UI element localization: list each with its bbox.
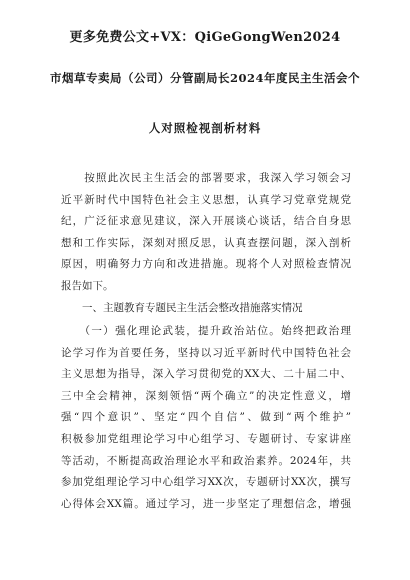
text-line: 想和工作实际，深刻对照反思，认真查摆问题，深入剖析 bbox=[61, 236, 351, 249]
text-line: 主义思想为指导，深入学习贯彻党的XX大、二十届二中、 bbox=[61, 368, 351, 381]
text-line: 等活动，不断提高政治理论水平和政治素养。2024年，共 bbox=[61, 454, 351, 467]
intro-paragraph bbox=[61, 168, 351, 319]
text-line: 三中全会精神，深刻领悟“两个确立”的决定性意义，增 bbox=[61, 389, 351, 402]
text-line: 按照此次民主生活会的部署要求，我深入学习领会习 bbox=[61, 172, 351, 184]
text-line: （一）强化理论武装，提升政治站位。始终把政治理 bbox=[61, 325, 351, 337]
text-line: 参加党组理论学习中心组学习XX次，专题研讨XX次，撰写 bbox=[61, 476, 351, 489]
text-line: 纪，广泛征求意见建议，深入开展谈心谈话，结合自身思 bbox=[61, 215, 351, 228]
text-line: 论学习作为首要任务，坚持以习近平新时代中国特色社会 bbox=[61, 346, 351, 359]
document-title-line2: 人对照检视剖析材料 bbox=[148, 121, 262, 135]
text-line: 心得体会XX篇。通过学习，进一步坚定了理想信念，增强 bbox=[61, 497, 351, 510]
section-heading: 一、主题教育专题民主生活会整改措施落实情况 bbox=[61, 301, 303, 314]
text-line: 近平新时代中国特色社会主义思想，认真学习党章党规党 bbox=[61, 193, 351, 206]
text-line: 积极参加党组理论学习中心组学习、专题研讨、专家讲座 bbox=[61, 432, 351, 445]
document-title-line1: 市烟草专卖局（公司）分管副局长2024年度民主生活会个 bbox=[49, 71, 360, 85]
text-line: 强“四个意识”、坚定“四个自信”、做到“两个维护” bbox=[61, 411, 351, 424]
header-note: 更多免费公文+VX：QiGeGongWen2024 bbox=[69, 30, 341, 45]
text-line: 报告如下。 bbox=[61, 279, 114, 292]
text-line: 原因，明确努力方向和改进措施。现将个人对照检查情况 bbox=[61, 258, 351, 271]
body-paragraph bbox=[61, 321, 351, 515]
